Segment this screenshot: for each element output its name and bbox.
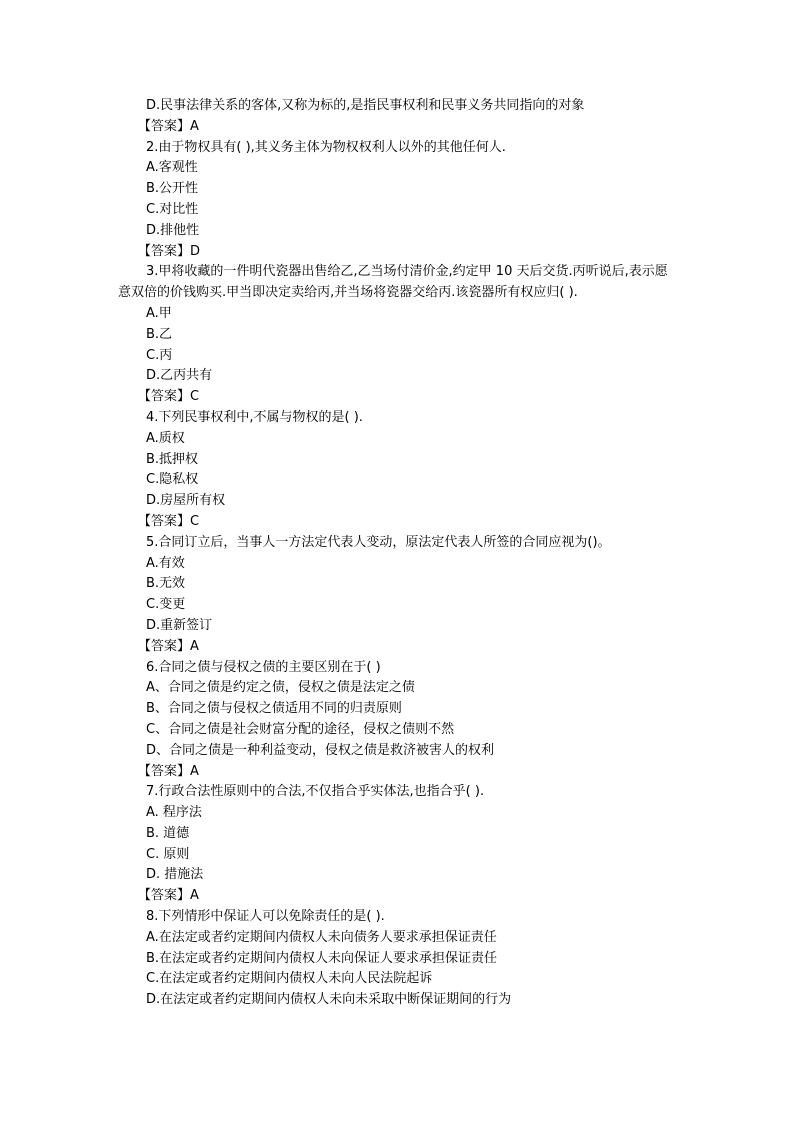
option-line: C.对比性	[146, 201, 199, 217]
option-line: A.在法定或者约定期间内债权人未向债务人要求承担保证责任	[146, 929, 497, 945]
answer-line: 【答案】A	[138, 638, 199, 654]
option-line: B.公开性	[146, 181, 199, 197]
option-line: D.排他性	[146, 222, 200, 238]
option-line: A.有效	[146, 555, 185, 571]
option-line: D.民事法律关系的客体,又称为标的,是指民事权利和民事义务共同指向的对象	[146, 98, 585, 113]
option-line: B.在法定或者约定期间内债权人未向保证人要求承担保证责任	[146, 950, 498, 966]
option-line: A. 程序法	[146, 805, 202, 821]
option-line: C.丙	[146, 347, 173, 363]
option-line: D、合同之债是一种利益变动，侵权之债是救济被害人的权利	[146, 742, 495, 758]
question-line: 2.由于物权具有( ),其义务主体为物权权利人以外的其他任何人.	[146, 139, 506, 155]
option-line: D. 措施法	[146, 867, 204, 883]
option-line: A.质权	[146, 430, 185, 446]
question-line: 5.合同订立后，当事人一方法定代表人变动，原法定代表人所签的合同应视为()。	[146, 534, 611, 550]
answer-line: 【答案】A	[138, 888, 199, 904]
option-line: B、合同之债与侵权之债适用不同的归责原则	[146, 701, 402, 717]
option-line: C.变更	[146, 597, 186, 613]
option-line: A、合同之债是约定之债，侵权之债是法定之债	[146, 680, 415, 696]
question-line: 6.合同之债与侵权之债的主要区别在于( )	[146, 659, 381, 675]
option-line: A.客观性	[146, 160, 198, 176]
answer-line: 【答案】A	[138, 118, 199, 134]
answer-line: 【答案】C	[138, 513, 200, 529]
option-line: D.房屋所有权	[146, 493, 226, 509]
option-line: C. 原则	[146, 846, 190, 862]
answer-line: 【答案】C	[138, 389, 200, 405]
option-line: B.无效	[146, 576, 186, 592]
question-line: 4.下列民事权利中,不属与物权的是( ).	[146, 409, 363, 425]
option-line: A.甲	[146, 305, 172, 321]
option-line: D.重新签订	[146, 617, 213, 633]
question-list	[118, 96, 678, 1011]
option-line: B.乙	[146, 326, 173, 342]
option-line: C.在法定或者约定期间内债权人未向人民法院起诉	[146, 971, 433, 987]
option-line: B. 道德	[146, 825, 190, 841]
answer-line: 【答案】A	[138, 763, 199, 779]
option-line: B.抵押权	[146, 451, 199, 467]
answer-line: 【答案】D	[138, 243, 201, 259]
question-line: 7.行政合法性原则中的合法,不仅指合乎实体法,也指合乎( ).	[146, 784, 485, 800]
question-line: 3.甲将收藏的一件明代瓷器出售给乙,乙当场付清价金,约定甲 10 天后交货.丙听说后,表示愿意双倍的价钱购买.甲当即决定卖给丙,并当场将瓷器交给丙.该瓷器所有权应归( ).	[118, 264, 668, 301]
question-line: 8.下列情形中保证人可以免除责任的是( ).	[146, 909, 385, 925]
option-line: D.乙丙共有	[146, 368, 213, 384]
option-line: C.隐私权	[146, 472, 199, 488]
option-line: C、合同之债是社会财富分配的途径，侵权之债则不然	[146, 721, 455, 737]
option-line: D.在法定或者约定期间内债权人未向未采取中断保证期间的行为	[146, 992, 512, 1008]
